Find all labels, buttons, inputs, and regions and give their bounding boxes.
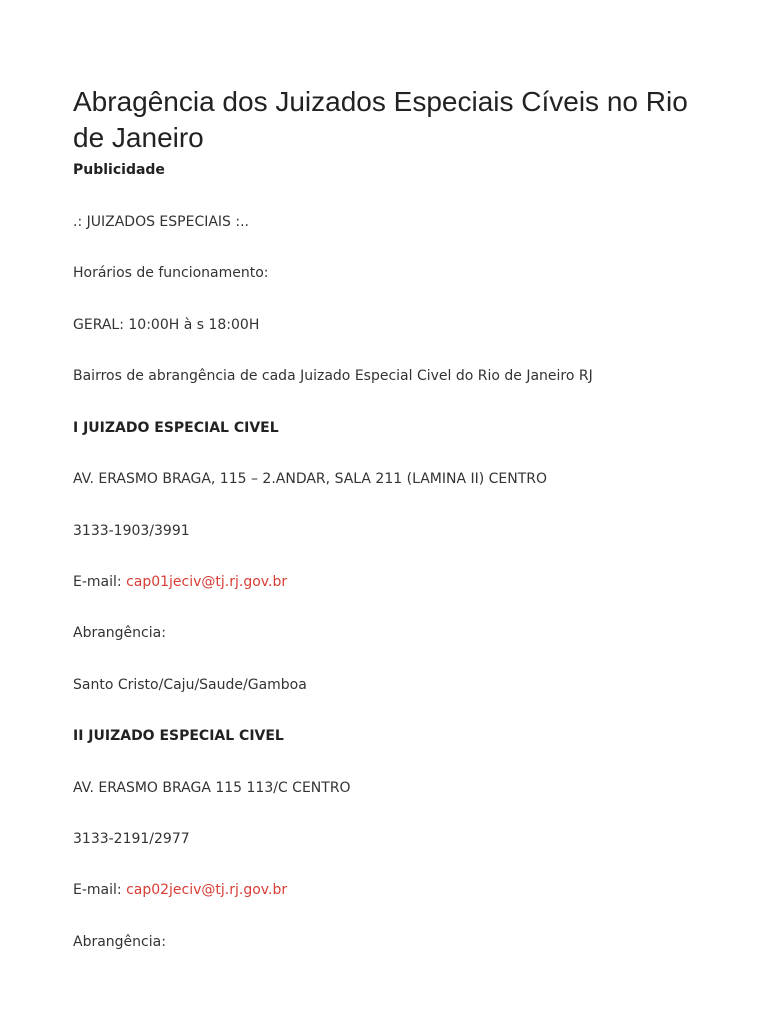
court-1-coverage-label: Abrangência:	[73, 625, 166, 641]
court-1-email-link[interactable]: cap01jeciv@tj.rj.gov.br	[126, 574, 288, 590]
court-2-email-link[interactable]: cap02jeciv@tj.rj.gov.br	[126, 882, 288, 898]
publicity-label: Publicidade	[73, 162, 165, 178]
hours-general: GERAL: 10:00H à s 18:00H	[73, 317, 260, 333]
court-1-email-line	[73, 572, 287, 592]
court-1-address: AV. ERASMO BRAGA, 115 – 2.ANDAR, SALA 211 (LAMINA II) CENTRO	[73, 471, 548, 487]
court-2-coverage-label: Abrangência:	[73, 934, 166, 950]
court-2-email-line	[73, 880, 287, 900]
court-1-email-label: E-mail:	[73, 574, 127, 590]
banner-text: .: JUIZADOS ESPECIAIS :..	[73, 214, 250, 230]
court-2-address: AV. ERASMO BRAGA 115 113/C CENTRO	[73, 780, 351, 796]
court-2-name: II JUIZADO ESPECIAL CIVEL	[73, 728, 284, 744]
court-1-name: I JUIZADO ESPECIAL CIVEL	[73, 420, 279, 436]
court-1-phone: 3133-1903/3991	[73, 523, 190, 539]
page-title: Abragência dos Juizados Especiais Cíveis no Rio de Janeiro	[73, 86, 688, 153]
neighborhoods-intro: Bairros de abrangência de cada Juizado Especial Civel do Rio de Janeiro RJ	[73, 368, 593, 384]
court-2-phone: 3133-2191/2977	[73, 831, 190, 847]
court-1-coverage: Santo Cristo/Caju/Saude/Gamboa	[73, 677, 307, 693]
court-2-email-label: E-mail:	[73, 882, 127, 898]
hours-heading: Horários de funcionamento:	[73, 265, 269, 281]
